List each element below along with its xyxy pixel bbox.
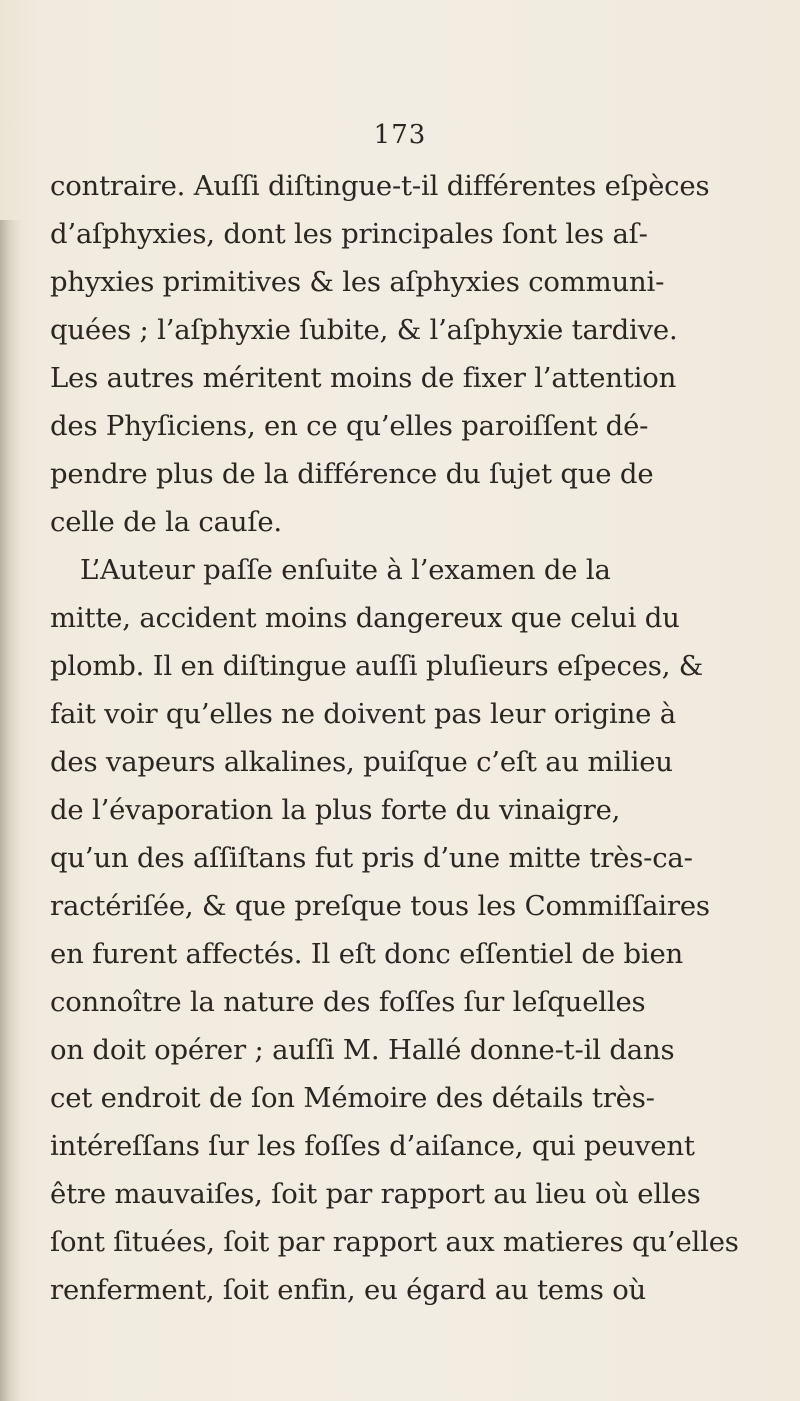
text-line: phyxies primitives & les aſphyxies communi- [50,266,665,298]
text-line: ſont ſituées, ſoit par rapport aux matieres qu’elles [50,1226,739,1258]
text-line: en furent affectés. Il eſt donc eſſentiel de bien [50,938,684,970]
text-line: de l’évaporation la plus forte du vinaigre, [50,794,621,826]
text-line: celle de la cauſe. [50,506,282,538]
text-line: plomb. Il en diſtingue auſſi pluſieurs eſpeces, & [50,650,704,682]
text-line: être mauvaiſes, ſoit par rapport au lieu où elles [50,1178,701,1210]
page-number: 173 [373,120,427,150]
text-line: connoître la nature des foſſes ſur leſquelles [50,986,646,1018]
text-line: d’aſphyxies, dont les principales ſont les aſ- [50,218,648,250]
text-line: renferment, ſoit enfin, eu égard au tems où [50,1274,647,1306]
text-line: des Phyſiciens, en ce qu’elles paroiſſent dé- [50,410,649,442]
text-line: des vapeurs alkalines, puiſque c’eſt au milieu [50,746,673,778]
text-line: Les autres méritent moins de fixer l’attention [50,362,677,394]
text-line: qu’un des aſſiſtans fut pris d’une mitte très-ca- [50,842,693,874]
text-line: contraire. Auſſi diſtingue-t-il différentes eſpèces [50,170,710,202]
text-line: L’Auteur paſſe enſuite à l’examen de la [80,554,611,586]
text-line: ractériſée, & que preſque tous les Commiſſaires [50,890,710,922]
text-line: intéreſſans ſur les foſſes d’aiſance, qui peuvent [50,1130,695,1162]
text-line: on doit opérer ; auſſi M. Hallé donne-t-il dans [50,1034,675,1066]
text-line: pendre plus de la différence du ſujet que de [50,458,654,490]
text-line: quées ; l’aſphyxie ſubite, & l’aſphyxie tardive. [50,314,678,346]
text-line: fait voir qu’elles ne doivent pas leur origine à [50,698,676,730]
text-line: cet endroit de ſon Mémoire des détails très- [50,1082,655,1114]
binding-shadow [0,220,22,1401]
text-line: mitte, accident moins dangereux que celui du [50,602,680,634]
